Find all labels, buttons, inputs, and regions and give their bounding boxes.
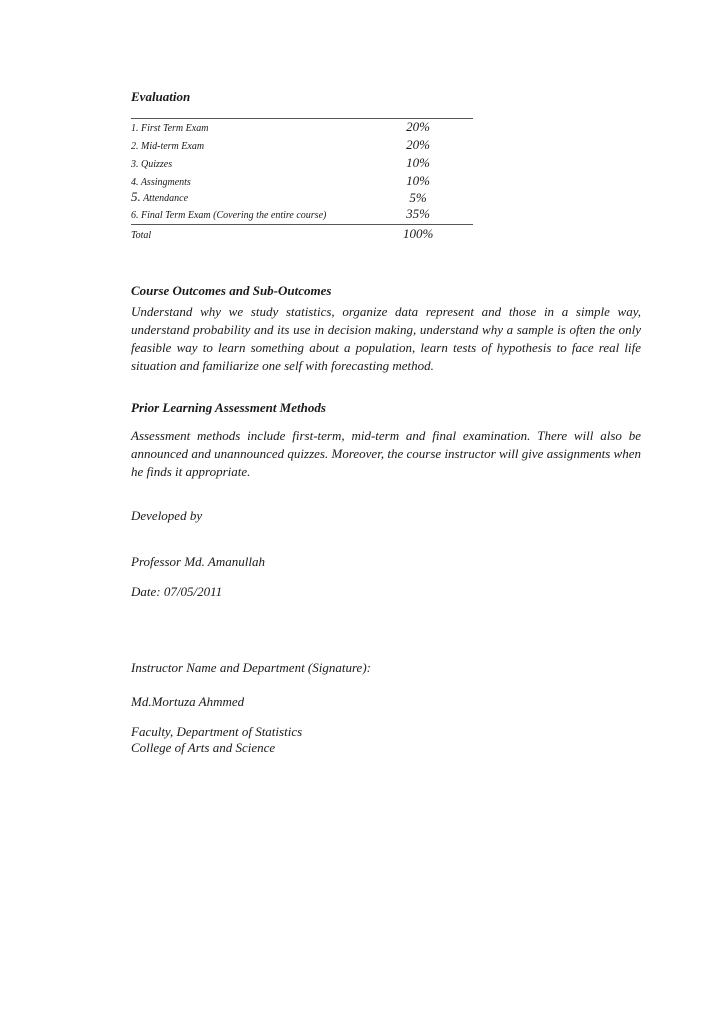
total-percent: 100% (403, 226, 434, 241)
table-row (131, 173, 473, 190)
evaluation-title: Evaluation (131, 89, 191, 104)
table-total-row (131, 226, 473, 243)
author-name: Professor Md. Amanullah (131, 554, 265, 569)
row-item-number: 5. (131, 189, 141, 204)
table-row (131, 206, 473, 223)
table-total-rule (131, 224, 473, 225)
developed-date: Date: 07/05/2011 (131, 584, 223, 599)
outcomes-text: Understand why we study statistics, organize data represent and those in a simple way, understand probability and its use in decision making, understand why a sample is often the only feasible way to learn something about a population, learn tests of hypothesis to face real life situation and familiarize one self with forecasting method. (131, 304, 641, 373)
row-percent: 10% (406, 155, 430, 170)
instructor-label: Instructor Name and Department (Signature): (131, 660, 371, 675)
table-row (131, 155, 473, 172)
row-percent: 35% (406, 206, 430, 221)
row-percent: 10% (406, 173, 430, 188)
developed-by-label: Developed by (131, 508, 203, 523)
prior-learning-title: Prior Learning Assessment Methods (131, 400, 326, 415)
table-row (131, 119, 473, 136)
total-label: Total (131, 230, 152, 241)
row-item (131, 189, 188, 205)
row-percent: 20% (406, 137, 430, 152)
row-item: 2. Mid-term Exam (131, 141, 205, 152)
row-item: 4. Assingments (131, 177, 191, 188)
table-row (131, 190, 473, 207)
instructor-name: Md.Mortuza Ahmmed (131, 694, 245, 709)
instructor-faculty: Faculty, Department of Statistics (131, 724, 303, 739)
row-item: 3. Quizzes (131, 159, 173, 170)
prior-learning-text: Assessment methods include first-term, mid-term and final examination. There will also be announced and unannounced quizzes. Moreover, the course instructor will give assignments when he finds it appropriate. (131, 428, 641, 479)
row-percent: 5% (409, 190, 427, 205)
instructor-college: College of Arts and Science (131, 740, 276, 755)
row-percent: 20% (406, 119, 430, 134)
outcomes-title: Course Outcomes and Sub-Outcomes (131, 283, 332, 298)
table-row (131, 137, 473, 154)
row-item: 6. Final Term Exam (Covering the entire course) (131, 210, 327, 221)
row-item: 1. First Term Exam (131, 123, 209, 134)
row-item-label: Attendance (143, 193, 189, 204)
